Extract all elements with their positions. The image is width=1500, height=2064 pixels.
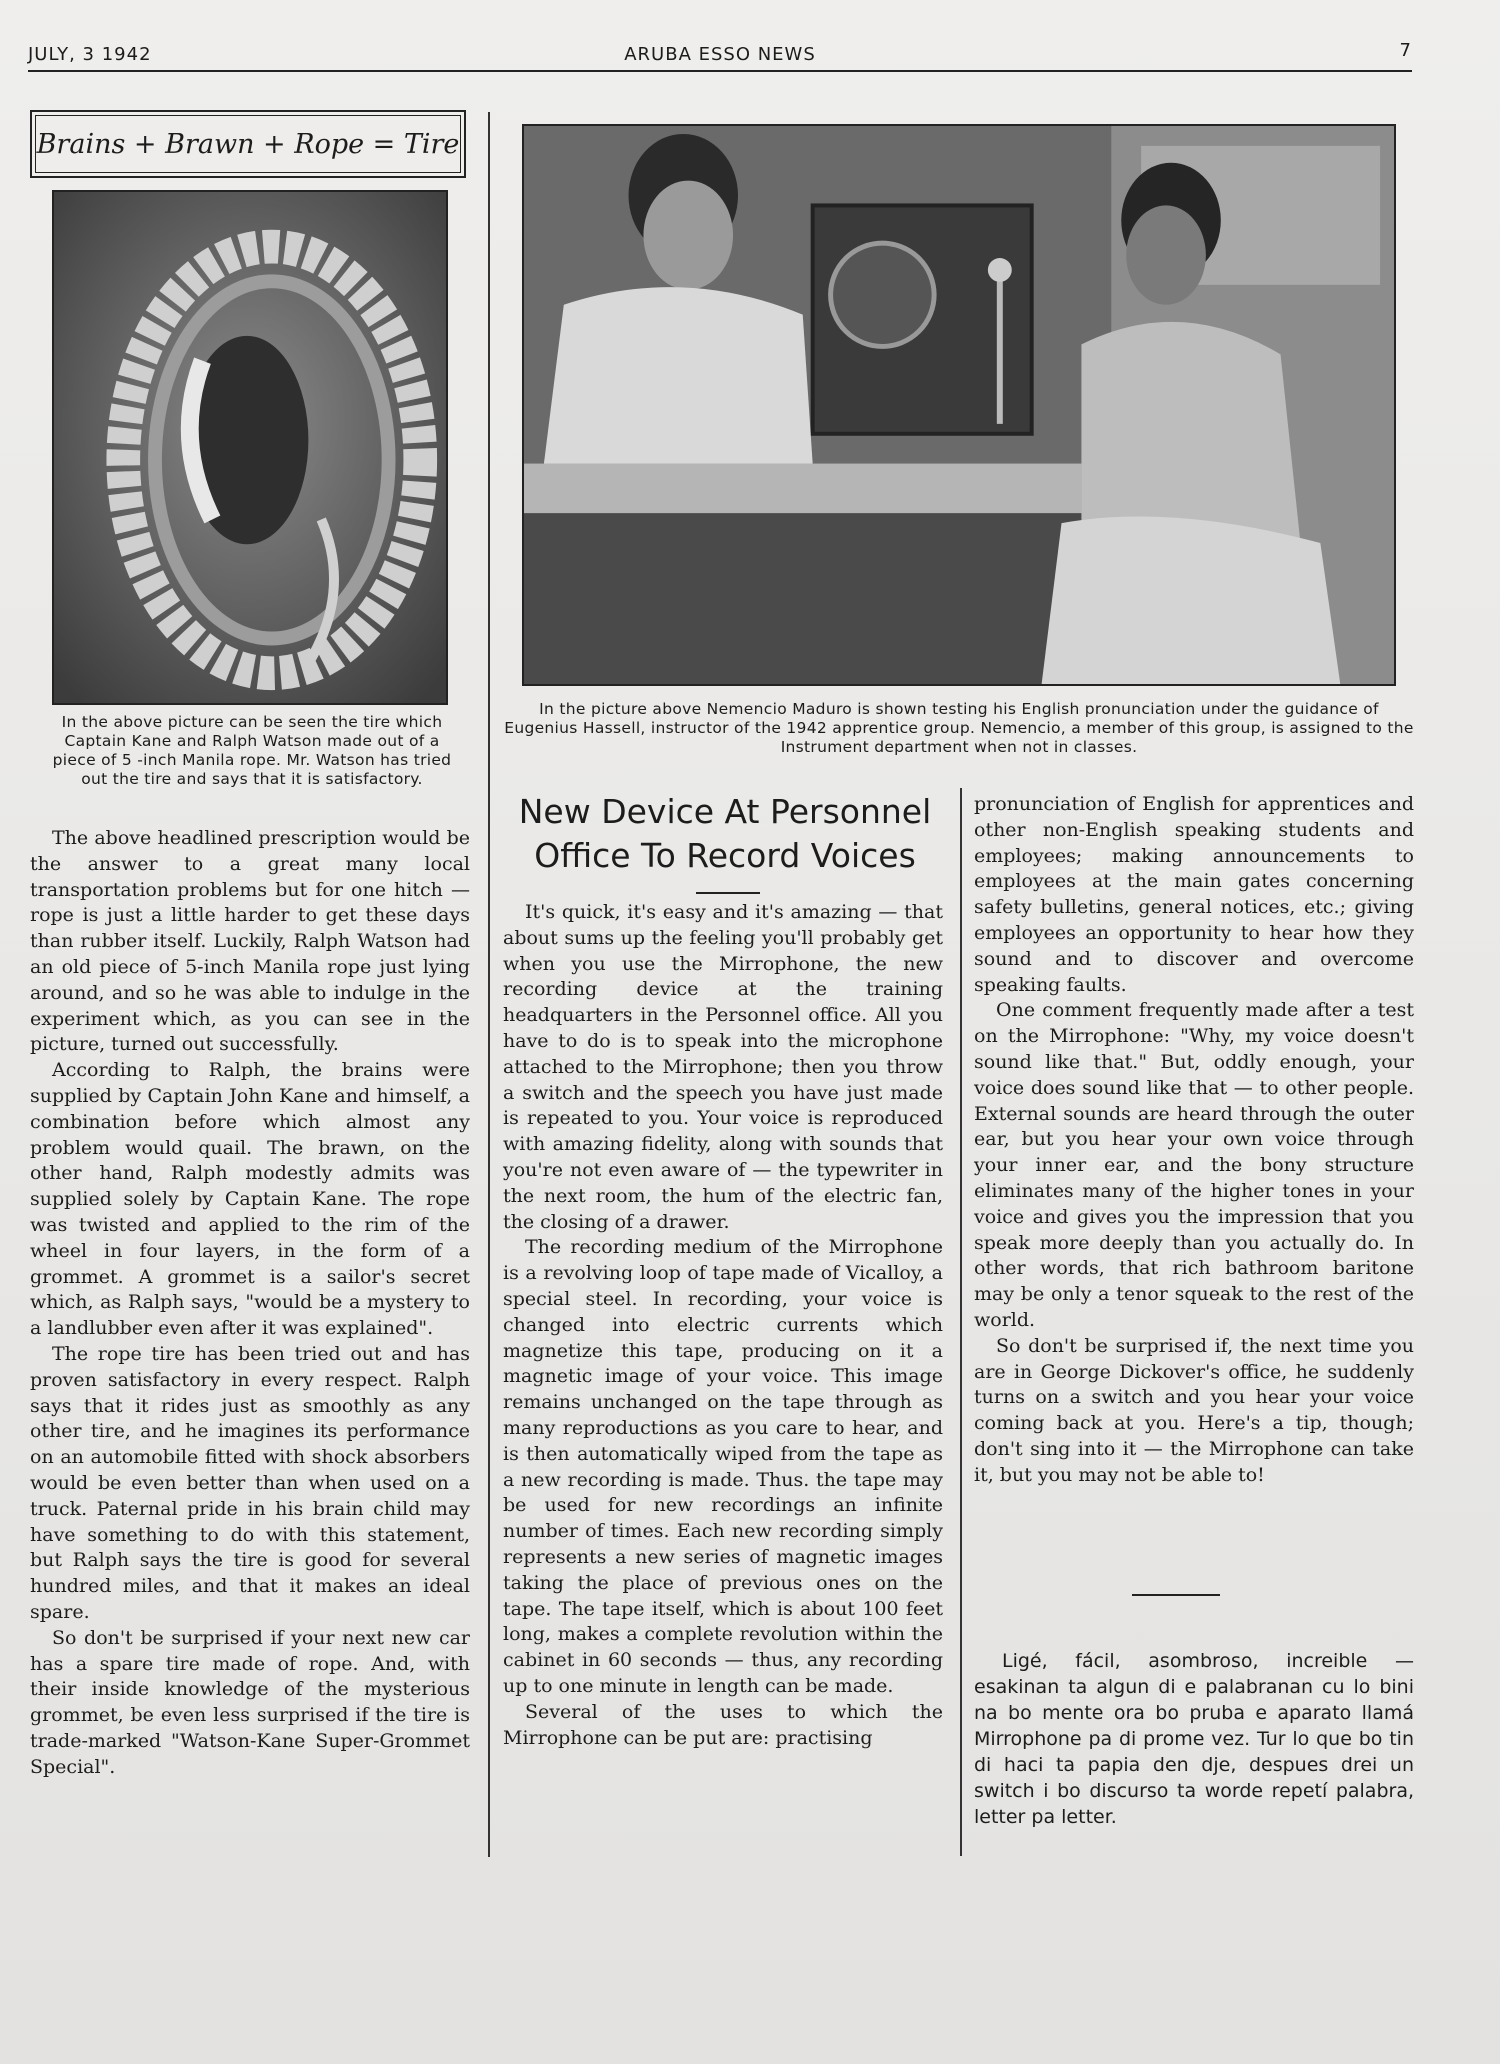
recording-photo-caption: In the picture above Nemencio Maduro is shown testing his English pronunciation under the guidance of Eugenius Hassell, instructor of the 1942 apprentice group. Nemencio, a member of this group, is assigned to the Instrument department when not in classes. (504, 700, 1414, 756)
recording-story-column-2 (974, 792, 1414, 1489)
section-rule (1132, 1594, 1220, 1596)
papiamento-summary (974, 1648, 1414, 1830)
tire-paragraph: The above headlined prescription would be the answer to a great many local transportation problems but for one hitch — rope is just a little harder to get these days than rubber itself. Luckily, Ralph Watson had an old piece of 5-inch Manila rope just lying around, and so he was able to indulge in the experiment which, as you can see in the picture, turned out successfully. (30, 827, 470, 1056)
issue-date: JULY, 3 1942 (28, 44, 152, 65)
tire-photo (52, 190, 448, 705)
headline-rule (696, 892, 760, 894)
recording-paragraph: One comment frequently made after a test on the Mirrophone: "Why, my voice doesn't sound like that." But, oddly enough, your voice does sound like that — to other people. External sounds are heard through the outer ear, but you hear your own voice through your inner ear, and the bony structure eliminates many of the higher tones in your voice and gives you the impression that you speak more deeply than you actually do. In other words, that rich bathroom baritone may be only a tenor squeak to the rest of the world. (974, 999, 1414, 1331)
recording-session-photo-icon (524, 126, 1394, 684)
tire-photo-icon (54, 192, 446, 703)
tire-paragraph: According to Ralph, the brains were supplied by Captain John Kane and himself, a combination before which almost any problem would quail. The brawn, on the other hand, Ralph modestly admits was supplied solely by Captain Kane. The rope was twisted and applied to the rim of the wheel in four layers, in the form of a grommet. A grommet is a sailor's secret which, as Ralph says, "would be a mystery to a landlubber even after it was explained". (30, 1059, 470, 1340)
tire-story-title-box: Brains + Brawn + Rope = Tire (30, 110, 466, 178)
newspaper-name: ARUBA ESSO NEWS (624, 44, 816, 65)
tire-story-body (30, 826, 470, 1780)
recording-paragraph: Several of the uses to which the Mirrophone can be put are: practising (503, 1700, 943, 1749)
column-divider-right (960, 788, 962, 1856)
recording-paragraph: pronunciation of English for apprentices and other non-English speaking students and employees; making announcements to employees at the main gates concerning safety bulletins, general notices, etc.; giving employees an opportunity to hear how they sound and to discover and overcome speaking faults. (974, 793, 1414, 996)
recording-session-photo (522, 124, 1396, 686)
tire-paragraph: So don't be surprised if your next new car has a spare tire made of rope. And, with their inside knowledge of the mysterious grommet, be even less surprised if the tire is trade-marked "Watson-Kane Super-Grommet Special". (30, 1626, 470, 1778)
recording-paragraph: So don't be surprised if, the next time you are in George Dickover's office, he suddenly turns on a switch and you hear your voice coming back at you. Here's a tip, though; don't sing into it — the Mirrophone can take it, but you may not be able to! (974, 1334, 1414, 1486)
header-rule (28, 70, 1412, 72)
tire-photo-caption: In the above picture can be seen the tire which Captain Kane and Ralph Watson made out of a piece of 5 -inch Manila rope. Mr. Watson has tried out the tire and says that it is satisfactory. (52, 713, 452, 788)
papiamento-paragraph: Ligé, fácil, asombroso, increible — esakinan ta algun di e palabranan cu lo bini na bo mente ora bo pruba e aparato llamá Mirrophone pa di prome vez. Tur lo que bo tin di haci ta papia den dje, despues drei un switch i bo discurso ta worde repetí palabra, letter pa letter. (974, 1650, 1414, 1828)
recording-story-headline: New Device At Personnel Office To Record Voices (518, 792, 932, 875)
recording-paragraph: The recording medium of the Mirrophone is a revolving loop of tape made of Vicalloy, a special steel. In recording, your voice is changed into electric currents which magnetize this tape, producing on it a magnetic image of your voice. This image remains unchanged on the tape through as many reproductions as you care to hear, and is then automatically wiped from the tape as a new recording is made. Thus. the tape may be used for new recordings an infinite number of times. Each new recording simply represents a new series of magnetic images taking the place of previous ones on the tape. The tape itself, which is about 100 feet long, makes a complete revolution within the cabinet in 60 seconds — thus, any recording up to one minute in length can be made. (503, 1236, 943, 1697)
page-header (28, 40, 1412, 70)
column-divider-left (488, 112, 490, 1857)
recording-story-column-1 (503, 900, 943, 1751)
recording-paragraph: It's quick, it's easy and it's amazing — that about sums up the feeling you'll probably get when you use the Mirrophone, the new recording device at the training headquarters in the Personnel office. All you have to do is to speak into the microphone attached to the Mirrophone; then you throw a switch and the speech you have just made is repeated to you. Your voice is reproduced with amazing fidelity, along with sounds that you're not even aware of — the typewriter in the next room, the hum of the electric fan, the closing of a drawer. (503, 901, 943, 1233)
page-number: 7 (1399, 40, 1412, 61)
tire-paragraph: The rope tire has been tried out and has proven satisfactory in every respect. Ralph says that it rides just as smoothly as any other tire, and he imagines its performance on an automobile fitted with shock absorbers would be even better than when used on a truck. Paternal pride in his brain child may have something to do with this statement, but Ralph says the tire is good for several hundred miles, and that it makes an ideal spare. (30, 1342, 470, 1623)
